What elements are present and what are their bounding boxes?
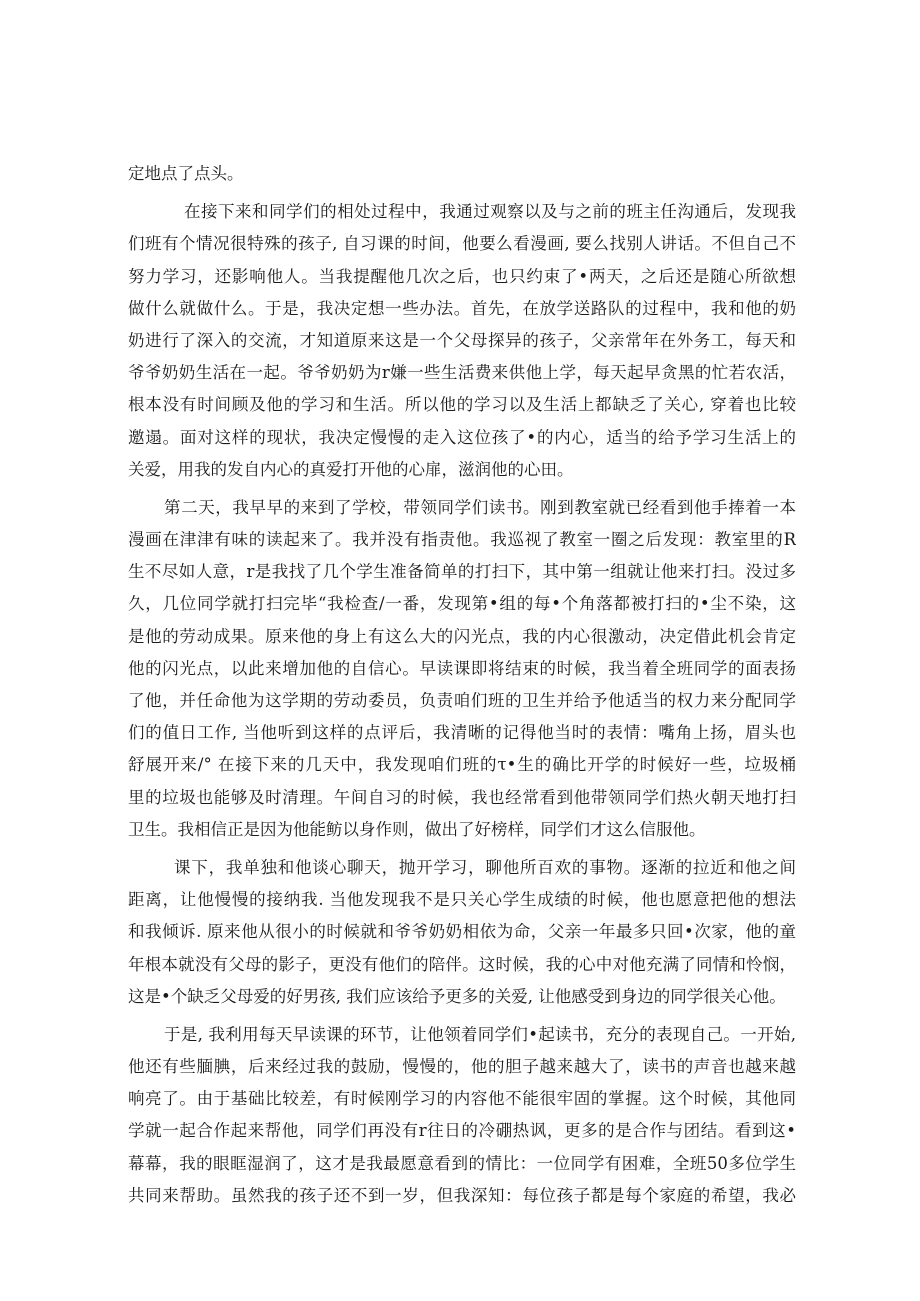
text-line: 定地点了点头。	[128, 164, 244, 183]
text-line: 久，几位同学就打扫完毕“我检查/一番，发现第•组的每•个角落都被打扫的•尘不染，这	[128, 594, 796, 614]
text-line: 爷爷奶奶生活在一起。爷爷奶奶为r嫌一些生活费来供他上学，每天起早贪黑的忙若农活，	[128, 363, 796, 383]
text-line: 舒展开来/° 在接下来的几天中，我发现咱们班的τ•生的确比开学的时候好一些，垃圾桶	[128, 755, 796, 775]
text-line: 在接下来和同学们的相处过程中，我通过观察以及与之前的班主任沟通后，发现我	[184, 202, 796, 222]
text-line: 年根本就没有父母的影子，更没有他们的陪伴。这时候，我的心中对他充满了同情和怜悯，	[128, 954, 796, 974]
text-line: 幕幕，我的眼眶湿润了，这才是我最愿意看到的情比：一位同学有困难，全班50多位学生	[128, 1153, 796, 1173]
text-line: 根本没有时间顾及他的学习和生活。所以他的学习以及生活上都缺乏了关心, 穿着也比较	[128, 395, 796, 415]
text-line: 漫画在津津有味的读起来了。我并没有指责他。我巡视了教室一圈之后发现：教室里的R	[128, 530, 796, 550]
text-line: 距离，让他慢慢的接纳我. 当他发现我不是只关心学生成绩的时候，他也愿意把他的想法	[128, 890, 796, 910]
text-line: 奶进行了深入的交流，才知道原来这是一个父母探异的孩子，父亲常年在外务工，每天和	[128, 330, 796, 350]
text-line: 邀遢。面对这样的现状，我决定慢慢的走入这位孩了•的内心，适当的给予学习生活上的	[128, 427, 796, 447]
text-line: 他的闪光点，以此来增加他的自信心。早读课即将结束的时候，我当着全班同学的面表扬	[128, 658, 796, 678]
text-line: 和我倾诉. 原来他从很小的时候就和爷爷奶奶相依为命，父亲一年最多只回•次家，他的童	[128, 922, 796, 942]
text-line: 响亮了。由于基础比较差，有时候刚学习的内容他不能很牢固的掌握。这个时候，其他同	[128, 1089, 796, 1109]
paragraph	[128, 196, 796, 486]
text-line: 们的值日工作, 当他听到这样的点评后，我清晰的记得他当时的表情：嘴角上扬，眉头也	[128, 723, 796, 743]
text-line: 共同来帮助。虽然我的孩子还不到一岁，但我深知：每位孩子都是每个家庭的希望，我必	[128, 1185, 796, 1205]
text-line: 努力学习，还影响他人。当我提醒他几次之后，也只约束了•两天，之后还是随心所欲想	[128, 266, 796, 286]
document-body	[128, 158, 796, 1212]
paragraph	[128, 852, 796, 1013]
text-line: 学就一起合作起来帮他，同学们再没有r往日的冷硼热讽，更多的是合作与团结。看到这•	[128, 1121, 796, 1141]
text-line: 是他的劳动成果。原来他的身上有这么大的闪光点，我的内心很激动，决定借此机会肯定	[128, 626, 796, 646]
text-line: 第二天，我早早的来到了学校，带领同学们读书。刚到教室就已经看到他手捧着一本	[164, 497, 796, 517]
text-line: 们班有个情况很特殊的孩子, 自习课的时间，他要么看漫画, 要么找别人讲话。不但自己不	[128, 234, 796, 254]
text-line: 于是, 我利用每天早读课的环节，让他领着同学们•起读书，充分的表现自己。一开始,	[164, 1024, 796, 1044]
text-line: 关爱，用我的发自内心的真爱打开他的心扉，滋润他的心田。	[128, 459, 574, 479]
paragraph	[128, 1019, 796, 1212]
paragraph	[128, 158, 796, 190]
text-line: 这是•个缺乏父母爱的好男孩, 我们应该给予更多的关爱, 让他感受到身边的同学很关心他。	[128, 986, 786, 1006]
text-line: 卫生。我相信正是因为他能鲂以身作则，做出了好榜样，同学们才这么信服他。	[128, 819, 706, 839]
text-line: 他还有些腼腆，后来经过我的鼓励，慢慢的，他的胆子越来越大了，读书的声音也越来越	[128, 1057, 796, 1077]
text-line: 做什么就做什么。于是，我决定想一些办法。首先，在放学送路队的过程中，我和他的奶	[128, 298, 796, 318]
text-line: 生不尽如人意，r是我找了几个学生准备简单的打扫下，其中第一组就让他来打扫。没过多	[128, 562, 796, 582]
text-line: 了他，并任命他为这学期的劳动委员，负责咱们班的卫生并给予他适当的权力来分配同学	[128, 691, 796, 710]
text-line: 里的垃圾也能够及时清理。午间自习的时候，我也经常看到他带领同学们热火朝天地打扫	[128, 787, 796, 807]
paragraph	[128, 492, 796, 846]
text-line: 课下，我单独和他谈心聊天，抛开学习，聊他所百欢的事物。逐渐的拉近和他之间	[174, 857, 796, 877]
